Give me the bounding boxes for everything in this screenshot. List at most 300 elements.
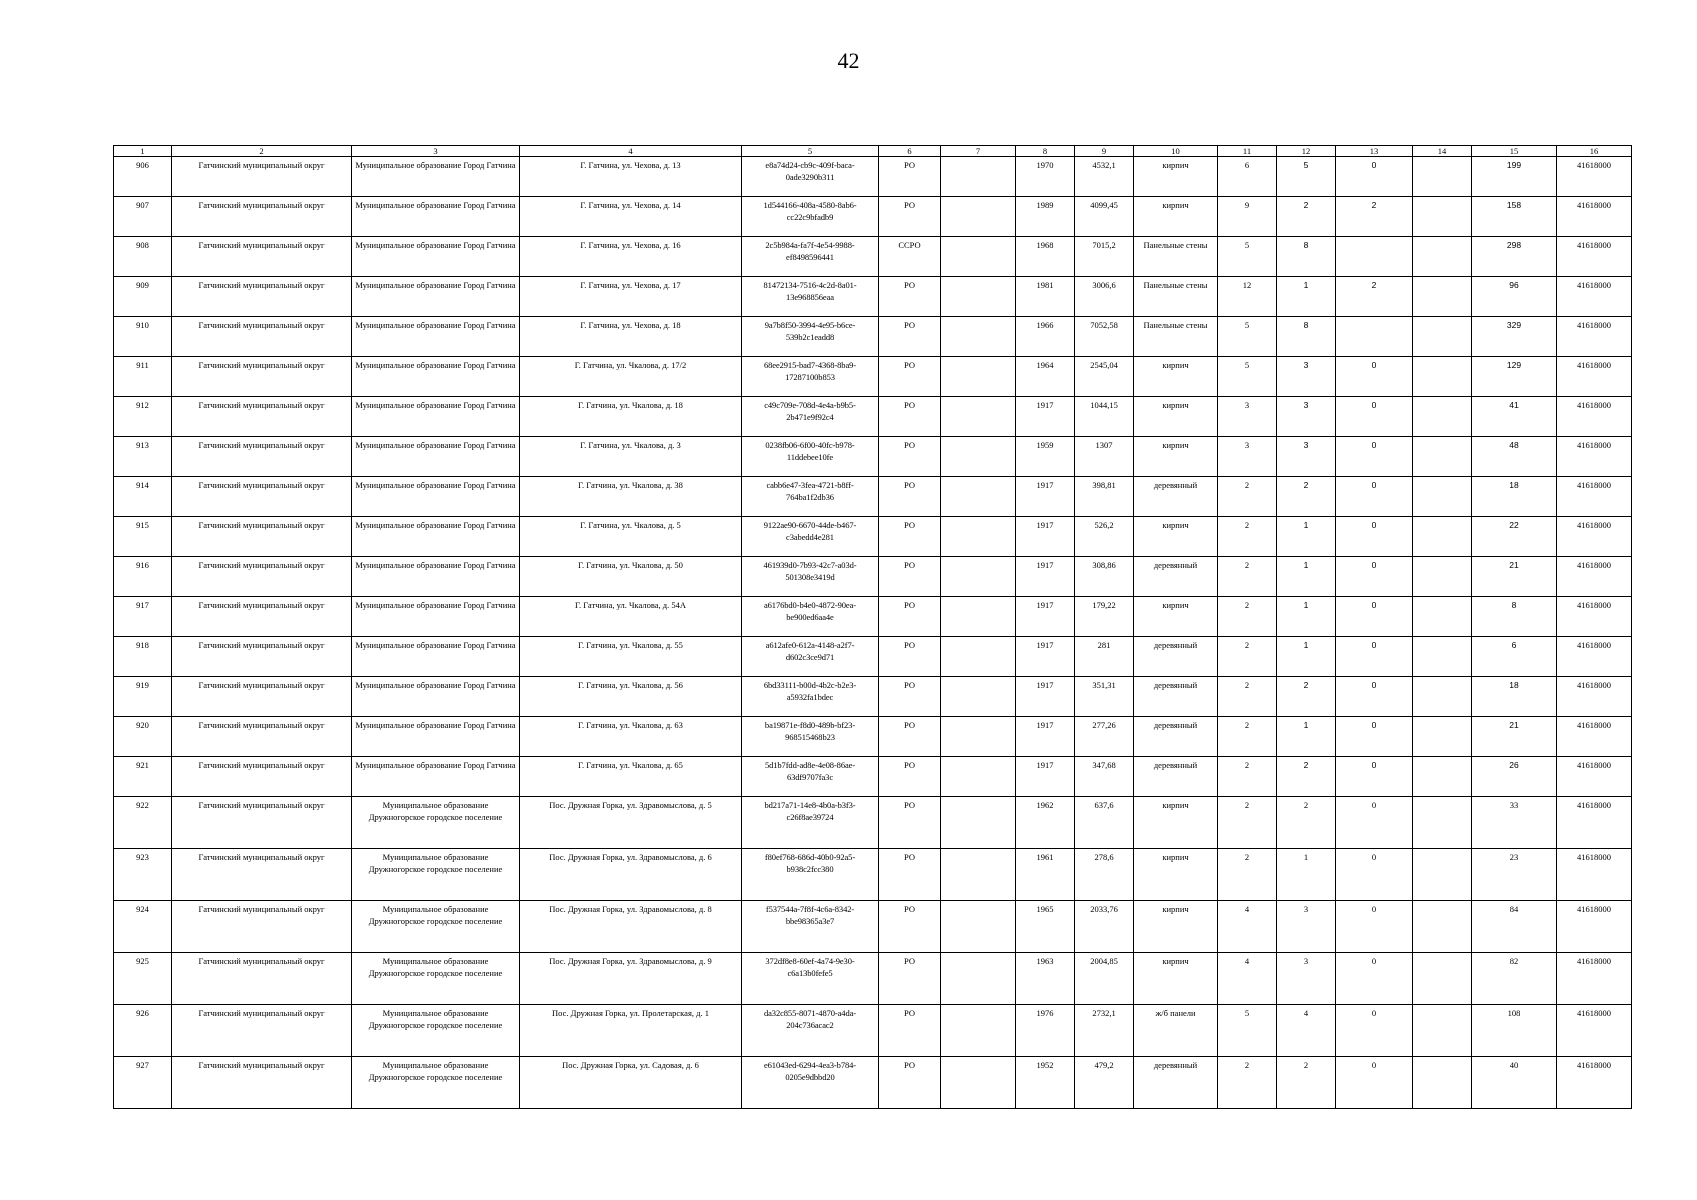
col14-cell (1413, 901, 1472, 953)
col14-cell (1413, 757, 1472, 797)
program-cell: РО (879, 317, 941, 357)
residents-cell: 6 (1472, 637, 1557, 677)
table-row (114, 953, 1632, 1005)
row-number: 908 (114, 237, 172, 277)
col14-cell (1413, 237, 1472, 277)
floors-cell: 6 (1218, 157, 1277, 197)
house-guid-cell: 461939d0-7b93-42c7-a03d-501308e3419d (742, 557, 879, 597)
wall-material-cell: Панельные стены (1134, 237, 1218, 277)
address-cell: Г. Гатчина, ул. Чкалова, д. 54А (520, 597, 742, 637)
col7-cell (941, 557, 1016, 597)
program-cell: РО (879, 557, 941, 597)
col13-cell: 0 (1336, 477, 1413, 517)
table-row (114, 1057, 1632, 1109)
year-built-cell: 1917 (1016, 757, 1075, 797)
house-guid-cell: 5d1b7fdd-ad8e-4e08-86ae-63df9707fa3c (742, 757, 879, 797)
municipality-cell: Муниципальное образование Город Гатчина (352, 197, 520, 237)
col14-cell (1413, 557, 1472, 597)
entrances-cell: 2 (1277, 477, 1336, 517)
residents-cell: 158 (1472, 197, 1557, 237)
col13-cell: 0 (1336, 757, 1413, 797)
wall-material-cell: ж/б панели (1134, 1005, 1218, 1057)
municipality-cell: Муниципальное образование Город Гатчина (352, 757, 520, 797)
table-row (114, 677, 1632, 717)
year-built-cell: 1970 (1016, 157, 1075, 197)
col14-cell (1413, 277, 1472, 317)
program-cell: РО (879, 397, 941, 437)
col13-cell: 0 (1336, 157, 1413, 197)
entrances-cell: 1 (1277, 637, 1336, 677)
col13-cell: 0 (1336, 1057, 1413, 1109)
row-number: 911 (114, 357, 172, 397)
col13-cell: 0 (1336, 437, 1413, 477)
table-row (114, 637, 1632, 677)
area-cell: 4099,45 (1075, 197, 1134, 237)
table-row (114, 237, 1632, 277)
house-guid-cell: a612afe0-612a-4148-a2f7-d602c3ce9d71 (742, 637, 879, 677)
wall-material-cell: деревянный (1134, 477, 1218, 517)
district-cell: Гатчинский муниципальный округ (172, 953, 352, 1005)
entrances-cell: 2 (1277, 757, 1336, 797)
house-guid-cell: c49c709e-708d-4e4a-b9b5-2b471e9f92c4 (742, 397, 879, 437)
floors-cell: 2 (1218, 637, 1277, 677)
year-built-cell: 1917 (1016, 517, 1075, 557)
col7-cell (941, 317, 1016, 357)
wall-material-cell: кирпич (1134, 517, 1218, 557)
area-cell: 347,68 (1075, 757, 1134, 797)
residents-cell: 129 (1472, 357, 1557, 397)
municipality-cell: Муниципальное образование Дружногорское городское поселение (352, 953, 520, 1005)
page-number: 42 (837, 48, 860, 73)
address-cell: Г. Гатчина, ул. Чкалова, д. 63 (520, 717, 742, 757)
entrances-cell: 2 (1277, 197, 1336, 237)
program-cell: ССРО (879, 237, 941, 277)
area-cell: 2545,04 (1075, 357, 1134, 397)
area-cell: 2004,85 (1075, 953, 1134, 1005)
house-guid-cell: 6bd33111-b00d-4b2c-b2e3-a5932fa1bdec (742, 677, 879, 717)
col13-cell: 0 (1336, 357, 1413, 397)
floors-cell: 2 (1218, 797, 1277, 849)
entrances-cell: 8 (1277, 317, 1336, 357)
district-cell: Гатчинский муниципальный округ (172, 557, 352, 597)
table-row (114, 797, 1632, 849)
col14-cell (1413, 437, 1472, 477)
year-built-cell: 1968 (1016, 237, 1075, 277)
district-cell: Гатчинский муниципальный округ (172, 237, 352, 277)
entrances-cell: 2 (1277, 677, 1336, 717)
row-number: 918 (114, 637, 172, 677)
row-number: 925 (114, 953, 172, 1005)
residents-cell: 41 (1472, 397, 1557, 437)
program-cell: РО (879, 437, 941, 477)
column-header-11: 11 (1218, 146, 1277, 157)
entrances-cell: 3 (1277, 437, 1336, 477)
floors-cell: 3 (1218, 437, 1277, 477)
floors-cell: 2 (1218, 677, 1277, 717)
municipality-cell: Муниципальное образование Город Гатчина (352, 557, 520, 597)
floors-cell: 5 (1218, 237, 1277, 277)
oktmo-cell: 41618000 (1557, 357, 1632, 397)
year-built-cell: 1952 (1016, 1057, 1075, 1109)
row-number: 927 (114, 1057, 172, 1109)
residents-cell: 108 (1472, 1005, 1557, 1057)
oktmo-cell: 41618000 (1557, 277, 1632, 317)
house-guid-cell: f537544a-7f8f-4c6a-8342-bbe98365a3e7 (742, 901, 879, 953)
oktmo-cell: 41618000 (1557, 717, 1632, 757)
floors-cell: 5 (1218, 317, 1277, 357)
column-header-1: 1 (114, 146, 172, 157)
area-cell: 1044,15 (1075, 397, 1134, 437)
table-row (114, 317, 1632, 357)
col14-cell (1413, 637, 1472, 677)
municipality-cell: Муниципальное образование Дружногорское городское поселение (352, 797, 520, 849)
col14-cell (1413, 953, 1472, 1005)
wall-material-cell: кирпич (1134, 953, 1218, 1005)
entrances-cell: 5 (1277, 157, 1336, 197)
municipality-cell: Муниципальное образование Дружногорское городское поселение (352, 849, 520, 901)
area-cell: 7052,58 (1075, 317, 1134, 357)
entrances-cell: 8 (1277, 237, 1336, 277)
col13-cell: 0 (1336, 901, 1413, 953)
row-number: 915 (114, 517, 172, 557)
col13-cell: 0 (1336, 597, 1413, 637)
col14-cell (1413, 1005, 1472, 1057)
area-cell: 277,26 (1075, 717, 1134, 757)
oktmo-cell: 41618000 (1557, 797, 1632, 849)
oktmo-cell: 41618000 (1557, 557, 1632, 597)
program-cell: РО (879, 157, 941, 197)
entrances-cell: 1 (1277, 717, 1336, 757)
col13-cell: 0 (1336, 557, 1413, 597)
wall-material-cell: деревянный (1134, 1057, 1218, 1109)
col14-cell (1413, 797, 1472, 849)
entrances-cell: 1 (1277, 597, 1336, 637)
col14-cell (1413, 157, 1472, 197)
col13-cell: 0 (1336, 717, 1413, 757)
column-header-9: 9 (1075, 146, 1134, 157)
district-cell: Гатчинский муниципальный округ (172, 437, 352, 477)
oktmo-cell: 41618000 (1557, 477, 1632, 517)
program-cell: РО (879, 277, 941, 317)
column-header-15: 15 (1472, 146, 1557, 157)
col7-cell (941, 849, 1016, 901)
col14-cell (1413, 357, 1472, 397)
municipality-cell: Муниципальное образование Город Гатчина (352, 357, 520, 397)
col7-cell (941, 517, 1016, 557)
year-built-cell: 1966 (1016, 317, 1075, 357)
oktmo-cell: 41618000 (1557, 317, 1632, 357)
address-cell: Г. Гатчина, ул. Чкалова, д. 3 (520, 437, 742, 477)
oktmo-cell: 41618000 (1557, 1057, 1632, 1109)
row-number: 924 (114, 901, 172, 953)
floors-cell: 2 (1218, 757, 1277, 797)
oktmo-cell: 41618000 (1557, 517, 1632, 557)
col14-cell (1413, 397, 1472, 437)
residents-cell: 18 (1472, 677, 1557, 717)
col7-cell (941, 477, 1016, 517)
row-number: 907 (114, 197, 172, 237)
oktmo-cell: 41618000 (1557, 437, 1632, 477)
col7-cell (941, 357, 1016, 397)
program-cell: РО (879, 517, 941, 557)
district-cell: Гатчинский муниципальный округ (172, 1057, 352, 1109)
oktmo-cell: 41618000 (1557, 849, 1632, 901)
house-guid-cell: a6176bd0-b4e0-4872-90ea-be900ed6aa4e (742, 597, 879, 637)
municipality-cell: Муниципальное образование Город Гатчина (352, 237, 520, 277)
area-cell: 526,2 (1075, 517, 1134, 557)
col14-cell (1413, 677, 1472, 717)
address-cell: Г. Гатчина, ул. Чехова, д. 16 (520, 237, 742, 277)
col14-cell (1413, 197, 1472, 237)
col13-cell: 0 (1336, 849, 1413, 901)
col13-cell: 0 (1336, 637, 1413, 677)
entrances-cell: 2 (1277, 797, 1336, 849)
table-row (114, 397, 1632, 437)
floors-cell: 5 (1218, 1005, 1277, 1057)
address-cell: Пос. Дружная Горка, ул. Здравомыслова, д. 9 (520, 953, 742, 1005)
wall-material-cell: кирпич (1134, 157, 1218, 197)
program-cell: РО (879, 757, 941, 797)
house-guid-cell: 81472134-7516-4c2d-8a01-13e968856eaa (742, 277, 879, 317)
entrances-cell: 3 (1277, 397, 1336, 437)
wall-material-cell: деревянный (1134, 557, 1218, 597)
address-cell: Пос. Дружная Горка, ул. Здравомыслова, д. 6 (520, 849, 742, 901)
program-cell: РО (879, 1005, 941, 1057)
year-built-cell: 1961 (1016, 849, 1075, 901)
col7-cell (941, 797, 1016, 849)
oktmo-cell: 41618000 (1557, 397, 1632, 437)
municipality-cell: Муниципальное образование Дружногорское городское поселение (352, 901, 520, 953)
area-cell: 308,86 (1075, 557, 1134, 597)
area-cell: 278,6 (1075, 849, 1134, 901)
program-cell: РО (879, 197, 941, 237)
table-row (114, 597, 1632, 637)
column-header-6: 6 (879, 146, 941, 157)
year-built-cell: 1976 (1016, 1005, 1075, 1057)
column-header-3: 3 (352, 146, 520, 157)
col14-cell (1413, 1057, 1472, 1109)
address-cell: Г. Гатчина, ул. Чехова, д. 13 (520, 157, 742, 197)
residents-cell: 21 (1472, 557, 1557, 597)
house-guid-cell: cabb6e47-3fea-4721-b8ff-764ba1f2db36 (742, 477, 879, 517)
oktmo-cell: 41618000 (1557, 637, 1632, 677)
col13-cell: 0 (1336, 797, 1413, 849)
year-built-cell: 1917 (1016, 677, 1075, 717)
house-guid-cell: bd217a71-14e8-4b0a-b3f3-c26f8ae39724 (742, 797, 879, 849)
residents-cell: 84 (1472, 901, 1557, 953)
municipality-cell: Муниципальное образование Город Гатчина (352, 677, 520, 717)
row-number: 917 (114, 597, 172, 637)
municipality-cell: Муниципальное образование Город Гатчина (352, 437, 520, 477)
entrances-cell: 3 (1277, 953, 1336, 1005)
address-cell: Г. Гатчина, ул. Чкалова, д. 50 (520, 557, 742, 597)
table-body (114, 146, 1632, 1109)
table-row (114, 557, 1632, 597)
row-number: 923 (114, 849, 172, 901)
address-cell: Г. Гатчина, ул. Чкалова, д. 56 (520, 677, 742, 717)
floors-cell: 2 (1218, 597, 1277, 637)
col14-cell (1413, 477, 1472, 517)
house-guid-cell: e8a74d24-cb9c-409f-baca-0ade3290b311 (742, 157, 879, 197)
district-cell: Гатчинский муниципальный округ (172, 517, 352, 557)
column-header-13: 13 (1336, 146, 1413, 157)
program-cell: РО (879, 1057, 941, 1109)
residents-cell: 8 (1472, 597, 1557, 637)
floors-cell: 2 (1218, 517, 1277, 557)
floors-cell: 9 (1218, 197, 1277, 237)
column-header-8: 8 (1016, 146, 1075, 157)
col13-cell: 0 (1336, 677, 1413, 717)
row-number: 922 (114, 797, 172, 849)
entrances-cell: 1 (1277, 277, 1336, 317)
entrances-cell: 1 (1277, 557, 1336, 597)
entrances-cell: 3 (1277, 901, 1336, 953)
oktmo-cell: 41618000 (1557, 197, 1632, 237)
oktmo-cell: 41618000 (1557, 597, 1632, 637)
col14-cell (1413, 597, 1472, 637)
entrances-cell: 4 (1277, 1005, 1336, 1057)
district-cell: Гатчинский муниципальный округ (172, 717, 352, 757)
floors-cell: 2 (1218, 717, 1277, 757)
year-built-cell: 1965 (1016, 901, 1075, 953)
district-cell: Гатчинский муниципальный округ (172, 901, 352, 953)
col7-cell (941, 437, 1016, 477)
house-guid-cell: ba19871e-f8d0-489b-bf23-968515468b23 (742, 717, 879, 757)
row-number: 913 (114, 437, 172, 477)
table-row (114, 517, 1632, 557)
district-cell: Гатчинский муниципальный округ (172, 637, 352, 677)
municipality-cell: Муниципальное образование Город Гатчина (352, 157, 520, 197)
program-cell: РО (879, 677, 941, 717)
program-cell: РО (879, 717, 941, 757)
col7-cell (941, 677, 1016, 717)
entrances-cell: 1 (1277, 517, 1336, 557)
col7-cell (941, 157, 1016, 197)
col7-cell (941, 277, 1016, 317)
column-header-14: 14 (1413, 146, 1472, 157)
address-cell: Г. Гатчина, ул. Чехова, д. 17 (520, 277, 742, 317)
municipality-cell: Муниципальное образование Город Гатчина (352, 317, 520, 357)
municipality-cell: Муниципальное образование Город Гатчина (352, 517, 520, 557)
house-guid-cell: da32c855-8071-4870-a4da-204c736acac2 (742, 1005, 879, 1057)
column-header-7: 7 (941, 146, 1016, 157)
col7-cell (941, 637, 1016, 677)
district-cell: Гатчинский муниципальный округ (172, 397, 352, 437)
col7-cell (941, 1005, 1016, 1057)
col13-cell: 0 (1336, 953, 1413, 1005)
wall-material-cell: деревянный (1134, 717, 1218, 757)
program-cell: РО (879, 637, 941, 677)
col13-cell: 2 (1336, 277, 1413, 317)
municipality-cell: Муниципальное образование Город Гатчина (352, 717, 520, 757)
address-cell: Г. Гатчина, ул. Чкалова, д. 38 (520, 477, 742, 517)
col13-cell: 2 (1336, 197, 1413, 237)
district-cell: Гатчинский муниципальный округ (172, 357, 352, 397)
table-row (114, 717, 1632, 757)
entrances-cell: 3 (1277, 357, 1336, 397)
col14-cell (1413, 717, 1472, 757)
residents-cell: 199 (1472, 157, 1557, 197)
column-header-12: 12 (1277, 146, 1336, 157)
district-cell: Гатчинский муниципальный округ (172, 757, 352, 797)
table-row (114, 157, 1632, 197)
area-cell: 398,81 (1075, 477, 1134, 517)
area-cell: 179,22 (1075, 597, 1134, 637)
wall-material-cell: кирпич (1134, 597, 1218, 637)
residents-cell: 329 (1472, 317, 1557, 357)
column-header-10: 10 (1134, 146, 1218, 157)
program-cell: РО (879, 597, 941, 637)
year-built-cell: 1981 (1016, 277, 1075, 317)
table-row (114, 849, 1632, 901)
wall-material-cell: деревянный (1134, 677, 1218, 717)
area-cell: 351,31 (1075, 677, 1134, 717)
table-row (114, 901, 1632, 953)
col7-cell (941, 597, 1016, 637)
house-guid-cell: e61043ed-6294-4ea3-b784-0205e9dbbd20 (742, 1057, 879, 1109)
residents-cell: 22 (1472, 517, 1557, 557)
col7-cell (941, 1057, 1016, 1109)
municipality-cell: Муниципальное образование Город Гатчина (352, 397, 520, 437)
municipality-cell: Муниципальное образование Город Гатчина (352, 637, 520, 677)
house-guid-cell: 68ee2915-bad7-4368-8ba9-17287100b853 (742, 357, 879, 397)
area-cell: 479,2 (1075, 1057, 1134, 1109)
wall-material-cell: кирпич (1134, 397, 1218, 437)
program-cell: РО (879, 901, 941, 953)
program-cell: РО (879, 953, 941, 1005)
row-number: 916 (114, 557, 172, 597)
table-row (114, 477, 1632, 517)
row-number: 910 (114, 317, 172, 357)
year-built-cell: 1964 (1016, 357, 1075, 397)
year-built-cell: 1962 (1016, 797, 1075, 849)
table-row (114, 757, 1632, 797)
residents-cell: 82 (1472, 953, 1557, 1005)
col13-cell: 0 (1336, 397, 1413, 437)
wall-material-cell: Панельные стены (1134, 277, 1218, 317)
col7-cell (941, 901, 1016, 953)
residents-cell: 40 (1472, 1057, 1557, 1109)
house-guid-cell: 2c5b984a-fa7f-4e54-9988-ef8498596441 (742, 237, 879, 277)
house-guid-cell: 372df8e8-60ef-4a74-9e30-c6a13b0fefe5 (742, 953, 879, 1005)
wall-material-cell: деревянный (1134, 637, 1218, 677)
register-table (113, 145, 1632, 1109)
address-cell: Г. Гатчина, ул. Чкалова, д. 18 (520, 397, 742, 437)
row-number: 906 (114, 157, 172, 197)
col7-cell (941, 757, 1016, 797)
row-number: 909 (114, 277, 172, 317)
table-row (114, 197, 1632, 237)
residents-cell: 18 (1472, 477, 1557, 517)
floors-cell: 4 (1218, 953, 1277, 1005)
floors-cell: 5 (1218, 357, 1277, 397)
address-cell: Г. Гатчина, ул. Чехова, д. 18 (520, 317, 742, 357)
municipality-cell: Муниципальное образование Город Гатчина (352, 597, 520, 637)
house-guid-cell: 0238fb06-6f00-40fc-b978-11ddebee10fe (742, 437, 879, 477)
year-built-cell: 1917 (1016, 597, 1075, 637)
oktmo-cell: 41618000 (1557, 237, 1632, 277)
municipality-cell: Муниципальное образование Дружногорское городское поселение (352, 1005, 520, 1057)
area-cell: 2732,1 (1075, 1005, 1134, 1057)
district-cell: Гатчинский муниципальный округ (172, 677, 352, 717)
residents-cell: 23 (1472, 849, 1557, 901)
district-cell: Гатчинский муниципальный округ (172, 597, 352, 637)
col7-cell (941, 717, 1016, 757)
entrances-cell: 1 (1277, 849, 1336, 901)
row-number: 919 (114, 677, 172, 717)
col13-cell (1336, 237, 1413, 277)
row-number: 926 (114, 1005, 172, 1057)
